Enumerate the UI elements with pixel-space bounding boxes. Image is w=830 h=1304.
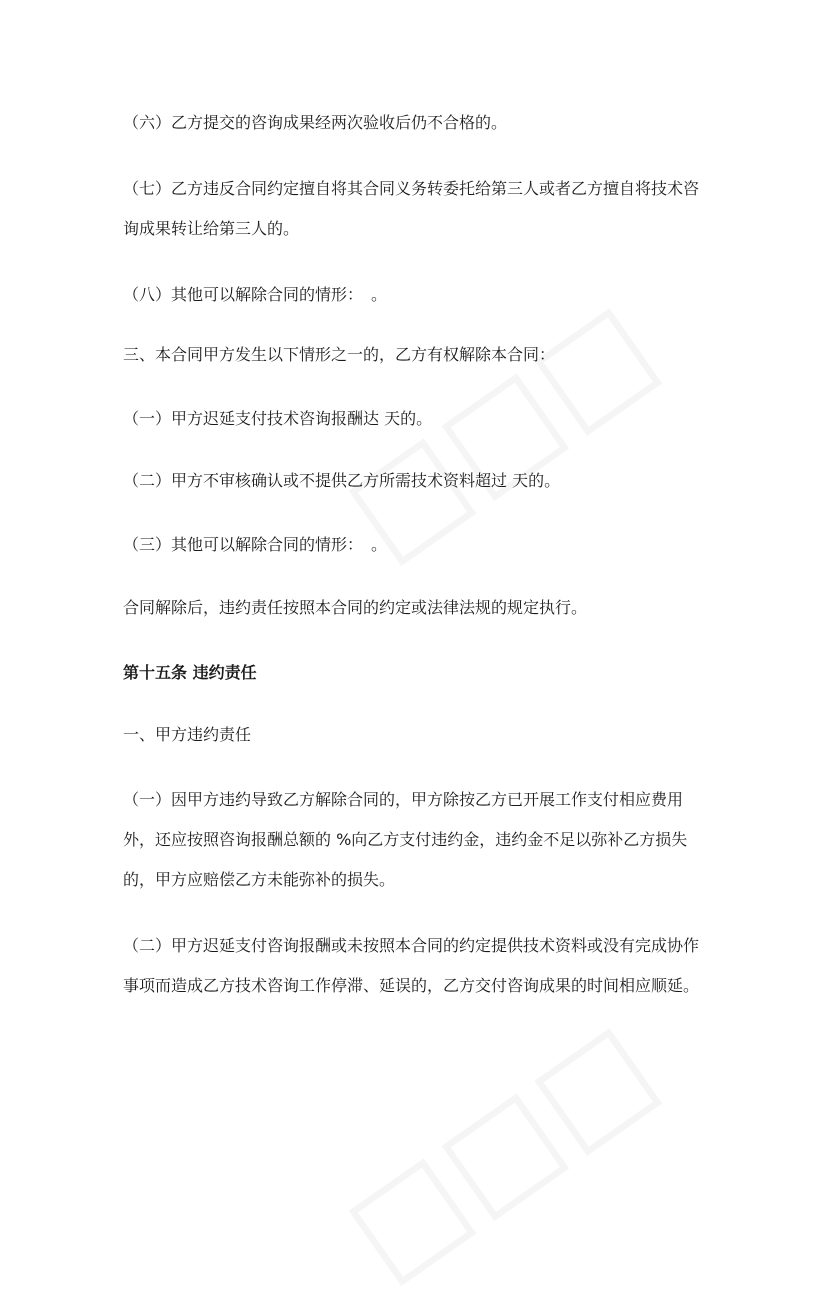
paragraph-eight: （八）其他可以解除合同的情形： 。	[123, 285, 388, 304]
party-a-liability-heading: 一、甲方违约责任	[123, 725, 252, 744]
watermark	[321, 995, 679, 1304]
paragraph-three: （三）其他可以解除合同的情形： 。	[123, 535, 388, 554]
paragraph-termination: 合同解除后，违约责任按照本合同的约定或法律法规的规定执行。	[123, 598, 588, 617]
party-a-liability-one: （一）因甲方违约导致乙方解除合同的，甲方除按乙方已开展工作支付相应费用外，还应按照咨询报酬总额的 %向乙方支付违约金，违约金不足以弥补乙方损失的，甲方应赔偿乙方未能弥补的损失。	[123, 790, 688, 889]
party-a-liability-two: （二）甲方迟延支付咨询报酬或未按照本合同的约定提供技术资料或没有完成协作事项而造成乙方技术咨询工作停滞、延误的，乙方交付咨询成果的时间相应顺延。	[123, 936, 700, 995]
paragraph-one: （一）甲方迟延支付技术咨询报酬达 天的。	[123, 409, 433, 428]
section-three-heading: 三、本合同甲方发生以下情形之一的，乙方有权解除本合同：	[123, 345, 556, 364]
paragraph-two: （二）甲方不审核确认或不提供乙方所需技术资料超过 天的。	[123, 471, 561, 490]
paragraph-six: （六）乙方提交的咨询成果经两次验收后仍不合格的。	[123, 113, 508, 132]
paragraph-seven: （七）乙方违反合同约定擅自将其合同义务转委托给第三人或者乙方擅自将技术咨询成果转让给第三人的。	[123, 179, 700, 238]
article-fifteen-heading: 第十五条 违约责任	[123, 663, 257, 682]
